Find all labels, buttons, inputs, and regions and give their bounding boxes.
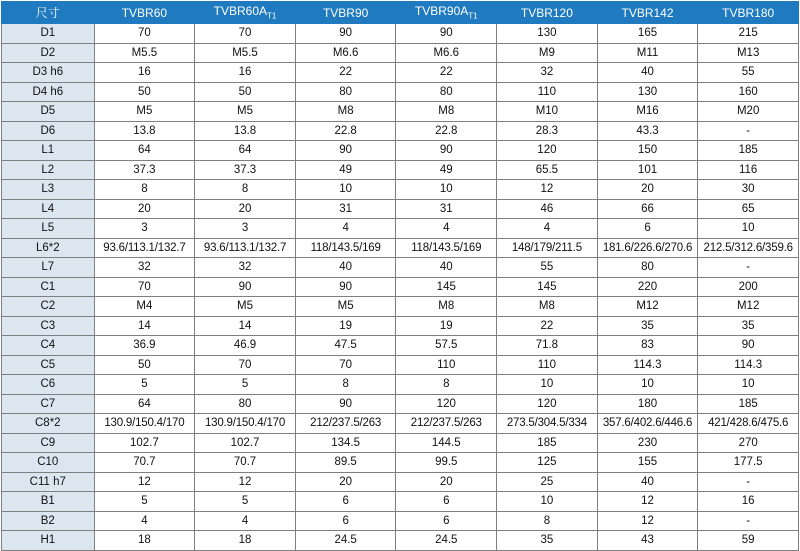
data-cell: M5 <box>94 102 195 122</box>
data-cell: M6.6 <box>396 43 497 63</box>
data-cell: 130.9/150.4/170 <box>195 414 296 434</box>
data-cell: 181.6/226.6/270.6 <box>597 238 698 258</box>
data-cell: 40 <box>597 472 698 492</box>
data-cell: 32 <box>94 258 195 278</box>
data-cell: 22 <box>497 316 598 336</box>
data-cell: 4 <box>195 511 296 531</box>
row-label: D1 <box>2 24 95 44</box>
row-label: C9 <box>2 433 95 453</box>
data-cell: 71.8 <box>497 336 598 356</box>
data-cell: 215 <box>698 24 799 44</box>
data-cell: 55 <box>698 63 799 83</box>
column-header-subscript: T1 <box>468 11 478 21</box>
data-cell: 46 <box>497 199 598 219</box>
table-row <box>2 43 799 63</box>
data-cell: 5 <box>195 492 296 512</box>
data-cell: M5 <box>295 297 396 317</box>
data-cell: 155 <box>597 453 698 473</box>
data-cell: 102.7 <box>195 433 296 453</box>
data-cell: 270 <box>698 433 799 453</box>
table-row <box>2 375 799 395</box>
data-cell: 40 <box>597 63 698 83</box>
table-row <box>2 394 799 414</box>
data-cell: 70 <box>195 24 296 44</box>
data-cell: M16 <box>597 102 698 122</box>
data-cell: 93.6/113.1/132.7 <box>195 238 296 258</box>
data-cell: 18 <box>94 531 195 551</box>
data-cell: 118/143.5/169 <box>396 238 497 258</box>
data-cell: 273.5/304.5/334 <box>497 414 598 434</box>
table-row <box>2 63 799 83</box>
data-cell: M5 <box>195 297 296 317</box>
data-cell: 10 <box>497 375 598 395</box>
data-cell: 165 <box>597 24 698 44</box>
data-cell: 24.5 <box>295 531 396 551</box>
data-cell: 36.9 <box>94 336 195 356</box>
data-cell: 30 <box>698 180 799 200</box>
data-cell: 55 <box>497 258 598 278</box>
table-row <box>2 453 799 473</box>
data-cell: 185 <box>698 394 799 414</box>
data-cell: 114.3 <box>698 355 799 375</box>
table-row <box>2 355 799 375</box>
table-row <box>2 336 799 356</box>
data-cell: 80 <box>295 82 396 102</box>
data-cell: 47.5 <box>295 336 396 356</box>
data-cell: - <box>698 258 799 278</box>
data-cell: 160 <box>698 82 799 102</box>
data-cell: 212.5/312.6/359.6 <box>698 238 799 258</box>
column-header-model-7 <box>698 2 799 24</box>
data-cell: M20 <box>698 102 799 122</box>
column-header-label: TVBR90 <box>322 5 369 20</box>
data-cell: 93.6/113.1/132.7 <box>94 238 195 258</box>
column-header-model-2 <box>195 2 296 24</box>
table-row <box>2 121 799 141</box>
data-cell: 421/428.6/475.6 <box>698 414 799 434</box>
data-cell: 220 <box>597 277 698 297</box>
data-cell: 125 <box>497 453 598 473</box>
data-cell: 90 <box>396 24 497 44</box>
data-cell: 6 <box>295 511 396 531</box>
table-row <box>2 219 799 239</box>
table-row <box>2 316 799 336</box>
data-cell: 35 <box>497 531 598 551</box>
data-cell: 10 <box>698 375 799 395</box>
row-label: B2 <box>2 511 95 531</box>
data-cell: 8 <box>195 180 296 200</box>
data-cell: 10 <box>597 375 698 395</box>
data-cell: 114.3 <box>597 355 698 375</box>
table-row <box>2 160 799 180</box>
row-label: B1 <box>2 492 95 512</box>
data-cell: 20 <box>597 180 698 200</box>
column-header-model-3 <box>295 2 396 24</box>
table-row <box>2 472 799 492</box>
data-cell: M11 <box>597 43 698 63</box>
data-cell: 14 <box>195 316 296 336</box>
data-cell: 145 <box>396 277 497 297</box>
data-cell: 185 <box>497 433 598 453</box>
data-cell: 65.5 <box>497 160 598 180</box>
data-cell: M4 <box>94 297 195 317</box>
table-body <box>2 24 799 551</box>
data-cell: 18 <box>195 531 296 551</box>
data-cell: 177.5 <box>698 453 799 473</box>
table-row <box>2 433 799 453</box>
data-cell: 64 <box>94 394 195 414</box>
data-cell: 3 <box>195 219 296 239</box>
data-cell: 20 <box>94 199 195 219</box>
data-cell: 64 <box>94 141 195 161</box>
data-cell: 64 <box>195 141 296 161</box>
data-cell: 70 <box>94 277 195 297</box>
data-cell: 130.9/150.4/170 <box>94 414 195 434</box>
data-cell: 59 <box>698 531 799 551</box>
data-cell: 22 <box>396 63 497 83</box>
data-cell: 4 <box>396 219 497 239</box>
table-row <box>2 511 799 531</box>
data-cell: 12 <box>597 511 698 531</box>
row-label: C5 <box>2 355 95 375</box>
data-cell: M12 <box>698 297 799 317</box>
row-label: C11 h7 <box>2 472 95 492</box>
data-cell: 4 <box>497 219 598 239</box>
data-cell: 80 <box>195 394 296 414</box>
data-cell: 37.3 <box>195 160 296 180</box>
data-cell: 90 <box>295 141 396 161</box>
data-cell: 12 <box>195 472 296 492</box>
row-label: L3 <box>2 180 95 200</box>
data-cell: 12 <box>94 472 195 492</box>
data-cell: 20 <box>295 472 396 492</box>
data-cell: 90 <box>195 277 296 297</box>
specification-table <box>1 1 799 551</box>
data-cell: 90 <box>396 141 497 161</box>
data-cell: 185 <box>698 141 799 161</box>
table-row <box>2 238 799 258</box>
data-cell: 16 <box>195 63 296 83</box>
data-cell: 70 <box>94 24 195 44</box>
data-cell: 14 <box>94 316 195 336</box>
data-cell: 110 <box>497 355 598 375</box>
data-cell: M8 <box>396 102 497 122</box>
table-row <box>2 297 799 317</box>
column-header-model-5 <box>497 2 598 24</box>
row-label: D6 <box>2 121 95 141</box>
data-cell: 40 <box>396 258 497 278</box>
data-cell: 50 <box>94 355 195 375</box>
data-cell: 6 <box>295 492 396 512</box>
column-header-dimension <box>2 2 95 24</box>
column-header-model-6 <box>597 2 698 24</box>
table-row <box>2 180 799 200</box>
data-cell: 8 <box>497 511 598 531</box>
data-cell: 57.5 <box>396 336 497 356</box>
table-header <box>2 2 799 24</box>
data-cell: 120 <box>497 394 598 414</box>
data-cell: 101 <box>597 160 698 180</box>
data-cell: 13.8 <box>94 121 195 141</box>
data-cell: 50 <box>195 82 296 102</box>
data-cell: 31 <box>396 199 497 219</box>
row-label: L6*2 <box>2 238 95 258</box>
data-cell: 90 <box>295 277 396 297</box>
data-cell: 65 <box>698 199 799 219</box>
data-cell: 83 <box>597 336 698 356</box>
column-header-label: TVBR90A <box>414 4 469 19</box>
data-cell: 145 <box>497 277 598 297</box>
row-label: C2 <box>2 297 95 317</box>
data-cell: 8 <box>94 180 195 200</box>
row-label: L2 <box>2 160 95 180</box>
data-cell: 22.8 <box>295 121 396 141</box>
data-cell: 5 <box>94 492 195 512</box>
data-cell: 66 <box>597 199 698 219</box>
data-cell: - <box>698 121 799 141</box>
data-cell: 16 <box>94 63 195 83</box>
data-cell: M5.5 <box>94 43 195 63</box>
data-cell: - <box>698 511 799 531</box>
table-row <box>2 82 799 102</box>
column-header-model-4 <box>396 2 497 24</box>
data-cell: 148/179/211.5 <box>497 238 598 258</box>
data-cell: 90 <box>698 336 799 356</box>
data-cell: 50 <box>94 82 195 102</box>
data-cell: M9 <box>497 43 598 63</box>
data-cell: 357.6/402.6/446.6 <box>597 414 698 434</box>
row-label: L4 <box>2 199 95 219</box>
data-cell: M5 <box>195 102 296 122</box>
data-cell: 200 <box>698 277 799 297</box>
data-cell: 4 <box>94 511 195 531</box>
data-cell: 19 <box>295 316 396 336</box>
data-cell: M13 <box>698 43 799 63</box>
data-cell: 118/143.5/169 <box>295 238 396 258</box>
data-cell: - <box>698 472 799 492</box>
data-cell: 32 <box>497 63 598 83</box>
row-label: D2 <box>2 43 95 63</box>
data-cell: 144.5 <box>396 433 497 453</box>
table-row <box>2 258 799 278</box>
data-cell: 6 <box>396 492 497 512</box>
data-cell: 49 <box>295 160 396 180</box>
data-cell: 13.8 <box>195 121 296 141</box>
row-label: L5 <box>2 219 95 239</box>
column-header-label: TVBR120 <box>520 5 573 20</box>
table-row <box>2 141 799 161</box>
data-cell: 35 <box>597 316 698 336</box>
data-cell: 20 <box>396 472 497 492</box>
data-cell: 20 <box>195 199 296 219</box>
data-cell: 10 <box>698 219 799 239</box>
data-cell: 110 <box>497 82 598 102</box>
row-label: C4 <box>2 336 95 356</box>
column-header-model-1 <box>94 2 195 24</box>
row-label: C3 <box>2 316 95 336</box>
data-cell: 90 <box>295 24 396 44</box>
data-cell: 89.5 <box>295 453 396 473</box>
data-cell: 4 <box>295 219 396 239</box>
data-cell: 43.3 <box>597 121 698 141</box>
data-cell: 70.7 <box>195 453 296 473</box>
data-cell: M6.6 <box>295 43 396 63</box>
table-row <box>2 277 799 297</box>
table-row <box>2 414 799 434</box>
data-cell: 70 <box>295 355 396 375</box>
data-cell: 10 <box>396 180 497 200</box>
data-cell: M5.5 <box>195 43 296 63</box>
data-cell: 8 <box>396 375 497 395</box>
data-cell: M10 <box>497 102 598 122</box>
data-cell: 116 <box>698 160 799 180</box>
data-cell: 99.5 <box>396 453 497 473</box>
data-cell: 212/237.5/263 <box>396 414 497 434</box>
data-cell: 43 <box>597 531 698 551</box>
data-cell: 31 <box>295 199 396 219</box>
data-cell: M12 <box>597 297 698 317</box>
data-cell: 12 <box>497 180 598 200</box>
table-row <box>2 531 799 551</box>
data-cell: 90 <box>295 394 396 414</box>
row-label: C1 <box>2 277 95 297</box>
data-cell: M8 <box>497 297 598 317</box>
column-header-subscript: T1 <box>267 11 277 21</box>
row-label: D4 h6 <box>2 82 95 102</box>
data-cell: M8 <box>396 297 497 317</box>
data-cell: 49 <box>396 160 497 180</box>
data-cell: 32 <box>195 258 296 278</box>
data-cell: 22 <box>295 63 396 83</box>
data-cell: 37.3 <box>94 160 195 180</box>
data-cell: 5 <box>195 375 296 395</box>
data-cell: 102.7 <box>94 433 195 453</box>
data-cell: 212/237.5/263 <box>295 414 396 434</box>
table-row <box>2 102 799 122</box>
data-cell: 25 <box>497 472 598 492</box>
row-label: D5 <box>2 102 95 122</box>
column-header-label: 尺寸 <box>35 6 60 20</box>
data-cell: 35 <box>698 316 799 336</box>
data-cell: 80 <box>396 82 497 102</box>
column-header-label: TVBR180 <box>722 5 775 20</box>
row-label: C7 <box>2 394 95 414</box>
data-cell: 22.8 <box>396 121 497 141</box>
data-cell: 46.9 <box>195 336 296 356</box>
data-cell: 10 <box>497 492 598 512</box>
data-cell: 5 <box>94 375 195 395</box>
data-cell: 16 <box>698 492 799 512</box>
data-cell: 8 <box>295 375 396 395</box>
table-row <box>2 199 799 219</box>
column-header-label: TVBR60 <box>121 5 168 20</box>
header-row <box>2 2 799 24</box>
data-cell: 110 <box>396 355 497 375</box>
row-label: L7 <box>2 258 95 278</box>
data-cell: 6 <box>396 511 497 531</box>
data-cell: 230 <box>597 433 698 453</box>
data-cell: 70.7 <box>94 453 195 473</box>
data-cell: 120 <box>497 141 598 161</box>
data-cell: 28.3 <box>497 121 598 141</box>
row-label: C10 <box>2 453 95 473</box>
data-cell: 12 <box>597 492 698 512</box>
data-cell: 130 <box>597 82 698 102</box>
column-header-label: TVBR60A <box>213 4 268 19</box>
data-cell: 80 <box>597 258 698 278</box>
data-cell: 40 <box>295 258 396 278</box>
data-cell: M8 <box>295 102 396 122</box>
data-cell: 180 <box>597 394 698 414</box>
data-cell: 3 <box>94 219 195 239</box>
data-cell: 70 <box>195 355 296 375</box>
data-cell: 130 <box>497 24 598 44</box>
data-cell: 150 <box>597 141 698 161</box>
data-cell: 120 <box>396 394 497 414</box>
column-header-label: TVBR142 <box>621 5 674 20</box>
data-cell: 19 <box>396 316 497 336</box>
data-cell: 134.5 <box>295 433 396 453</box>
row-label: C8*2 <box>2 414 95 434</box>
row-label: H1 <box>2 531 95 551</box>
data-cell: 24.5 <box>396 531 497 551</box>
data-cell: 6 <box>597 219 698 239</box>
table-row <box>2 24 799 44</box>
row-label: C6 <box>2 375 95 395</box>
table-row <box>2 492 799 512</box>
row-label: L1 <box>2 141 95 161</box>
data-cell: 10 <box>295 180 396 200</box>
row-label: D3 h6 <box>2 63 95 83</box>
